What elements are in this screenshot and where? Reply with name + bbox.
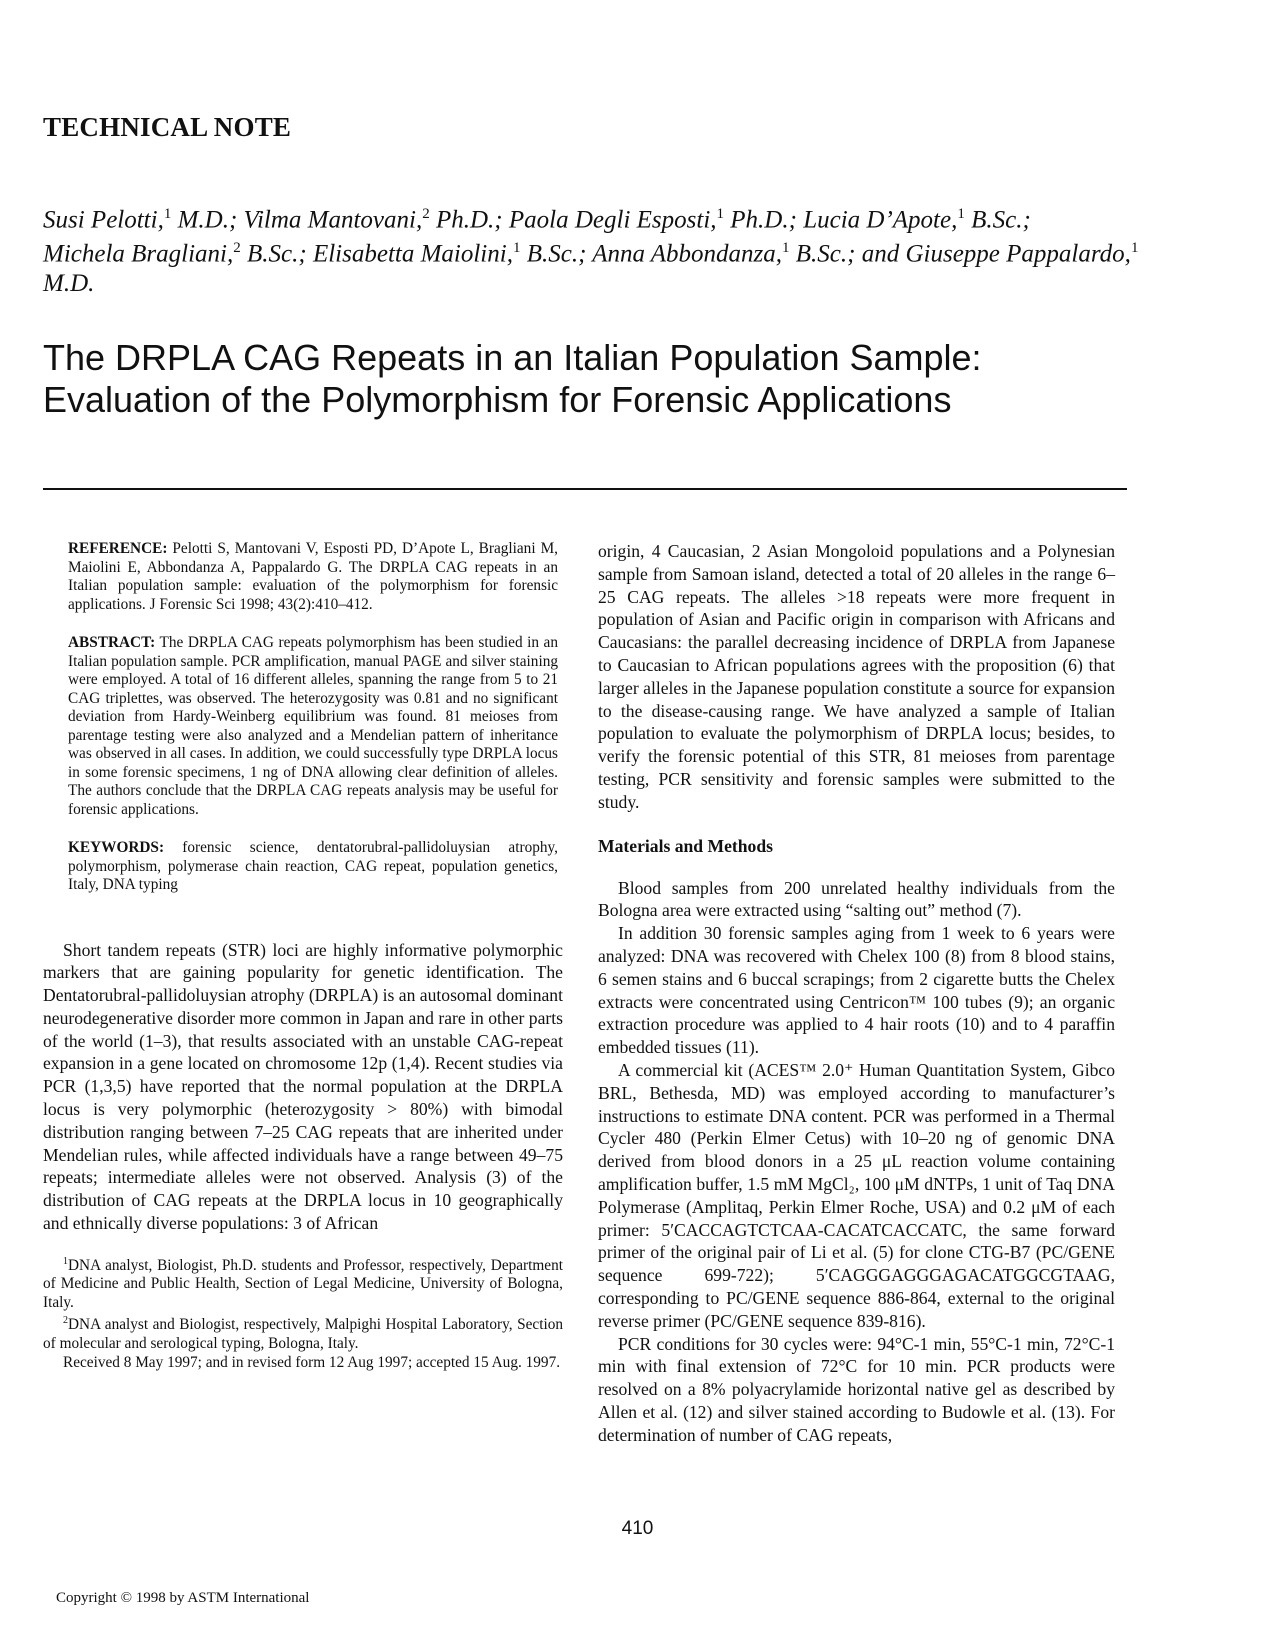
- footnotes: [43, 1253, 563, 1372]
- affiliation-mark: 1: [512, 240, 521, 257]
- author-name: Paola Degli Esposti,: [508, 206, 717, 234]
- intro-continuation: [598, 540, 1115, 814]
- footnote-2-text: DNA analyst and Biologist, respectively, Malpighi Hospital Laboratory, Section of molecular and serological typing, Bologna, Italy.: [43, 1316, 563, 1353]
- keywords-label: KEYWORDS:: [68, 839, 165, 856]
- author-degree: M.D.;: [171, 206, 244, 234]
- affiliation-mark: 1: [957, 206, 965, 222]
- author-degree: B.Sc.;: [964, 206, 1031, 234]
- continuation-paragraph: origin, 4 Caucasian, 2 Asian Mongoloid populations and a Polynesian sample from Samoan island, detected a total of 20 alleles in the range 6–25 CAG repeats. The alleles >18 repeats were more frequent in population of Asian and Pacific origin in comparison with Africans and Caucasians: the parallel decreasing incidence of DRPLA from Japanese to Caucasian to African populations agrees with the proposition (6) that larger alleles in the Japanese population constitute a source for expansion to the disease-causing range. We have analyzed a sample of Italian population to evaluate the polymorphism of DRPLA locus; besides, to verify the forensic potential of this STR, 81 meioses from parentage testing, PCR sensitivity and forensic samples were submitted to the study.: [598, 541, 1115, 812]
- article-title: [43, 337, 1193, 421]
- author-degree: B.Sc.;: [240, 240, 313, 268]
- reference-label: REFERENCE:: [68, 540, 168, 557]
- abstract-text: The DRPLA CAG repeats polymorphism has been studied in an Italian population sample. PCR amplification, manual PAGE and silver staining were employed. A total of 16 different alleles, spanning the range from 5 to 21 CAG triplettes, was observed. The heterozygosity was 0.81 and no significant deviation from Hardy-Weinberg equilibrium was found. 81 meioses from parentage testing were also analyzed and a Mendelian pattern of inheritance was observed in all cases. In addition, we could successfully type DRPLA locus in some forensic specimens, 1 ng of DNA allowing clear definition of alleles. The authors conclude that the DRPLA CAG repeats analysis may be useful for forensic applications.: [68, 634, 558, 818]
- methods-paragraph-2: In addition 30 forensic samples aging from 1 week to 6 years were analyzed: DNA was recovered with Chelex 100 (8) from 8 blood stains, 6 semen stains and 6 buccal scrapings; from 2 cigarette butts the Chelex extracts were concentrated using Centricon™ 100 tubes (9); an organic extraction procedure was applied to 4 hair roots (10) and to 4 paraffin embedded tissues (11).: [598, 923, 1115, 1058]
- left-column: [43, 540, 563, 1372]
- methods-paragraph-3: A commercial kit (ACES™ 2.0⁺ Human Quantitation System, Gibco BRL, Bethesda, MD) was employed according to manufacturer’s instructions to estimate DNA content. PCR was performed in a Thermal Cycler 480 (Perkin Elmer Cetus) with 10–20 ng of genomic DNA derived from blood donors in a 25 μL reaction volume containing amplification buffer, 1.5 mM MgCl₂, 100 μM dNTPs, 1 unit of Taq DNA Polymerase (Amplitaq, Perkin Elmer Roche, USA) and 0.2 μM of each primer: 5′CACCAGTCTCAA-CACATCACCATC, the same forward primer of the original pair of Li et al. (5) for clone CTG-B7 (PC/GENE sequence 699-722); 5′CAGGGAGGGAGACATGGCGTAAG, corresponding to PC/GENE sequence 886-864, external to the original reverse primer (PC/GENE sequence 839-816).: [598, 1059, 1115, 1331]
- affiliation-mark: 1: [1130, 240, 1139, 257]
- author-name: Elisabetta Maiolini,: [312, 240, 513, 268]
- author-name: Giuseppe Pappalardo,: [905, 240, 1131, 268]
- intro-paragraph: Short tandem repeats (STR) loci are highly informative polymorphic markers that are gaining popularity for genetic identification. The Dentatorubral-pallidoluysian atrophy (DRPLA) is an autosomal dominant neurodegenerative disorder more common in Japan and rare in other parts of the world (1–3), that results associated with an unstable CAG-repeat expansion in a gene located on chromosome 12p (1,4). Recent studies via PCR (1,3,5) have reported that the normal population at the DRPLA locus is very polymorphic (heterozygosity > 80%) with bimodal distribution ranging between 7–25 CAG repeats that are inherited under Mendelian rules, while affected individuals have a range between 49–75 repeats; intermediate alleles were not observed. Analysis (3) of the distribution of CAG repeats at the DRPLA locus in 10 geographically and ethnically diverse populations: 3 of African: [43, 939, 563, 1234]
- author-name: Vilma Mantovani,: [243, 206, 423, 234]
- methods-paragraph-1: Blood samples from 200 unrelated healthy individuals from the Bologna area were extracted using “salting out” method (7).: [598, 877, 1115, 921]
- methods-section: [598, 877, 1115, 1447]
- footnote-mark: 1: [63, 1255, 68, 1267]
- page-number: 410: [621, 1518, 654, 1539]
- keywords-text: forensic science, dentatorubral-pallidoluysian atrophy, polymorphism, polymerase chain reaction, CAG repeat, population genetics, Italy, DNA typing: [68, 839, 558, 893]
- methods-paragraph-4: PCR conditions for 30 cycles were: 94°C-1 min, 55°C-1 min, 72°C-1 min with final extension of 72°C for 10 min. PCR products were resolved on a 8% polyacrylamide horizontal native gel as described by Allen et al. (12) and silver stained according to Budowle et al. (13). For determination of number of CAG repeats,: [598, 1333, 1115, 1445]
- affiliation-mark: 2: [422, 206, 430, 222]
- methods-heading: Materials and Methods: [598, 835, 773, 856]
- author-name: Susi Pelotti,: [43, 206, 164, 234]
- author-name: Lucia D’Apote,: [803, 206, 958, 234]
- affiliation-mark: 2: [233, 240, 241, 257]
- intro-section: [43, 939, 563, 1235]
- copyright-notice: Copyright © 1998 by ASTM International: [56, 1590, 310, 1606]
- section-label: TECHNICAL NOTE: [43, 112, 292, 142]
- author-degree: B.Sc.; and: [789, 240, 906, 268]
- keywords-block: [68, 839, 558, 895]
- right-column: [598, 540, 1115, 1446]
- author-list: [43, 200, 1143, 298]
- footnote-2: [43, 1312, 563, 1353]
- title-line-1: The DRPLA CAG Repeats in an Italian Population Sample:: [43, 337, 982, 378]
- author-degree: Ph.D.;: [429, 206, 509, 234]
- author-degree: Ph.D.;: [724, 206, 804, 234]
- footnote-mark: 2: [63, 1315, 68, 1327]
- abstract-block: [68, 634, 558, 819]
- header-divider: [43, 488, 1127, 490]
- author-name: Anna Abbondanza,: [592, 240, 783, 268]
- author-name: Michela Bragliani,: [43, 240, 234, 268]
- footnote-1-text: DNA analyst, Biologist, Ph.D. students and Professor, respectively, Department of Medicine and Public Health, Section of Legal Medicine, University of Bologna, Italy.: [43, 1256, 563, 1311]
- reference-text: Pelotti S, Mantovani V, Esposti PD, D’Apote L, Bragliani M, Maiolini E, Abbondanza A, Pappalardo G. The DRPLA CAG repeats in an Italian population sample: evaluation of the polymorphism for forensic applications. J Forensic Sci 1998; 43(2):410–412.: [68, 540, 558, 613]
- reference-block: [68, 540, 558, 614]
- author-degree: B.Sc.;: [520, 240, 593, 268]
- author-degree: M.D.: [43, 269, 95, 297]
- received-dates: Received 8 May 1997; and in revised form 12 Aug 1997; accepted 15 Aug. 1997.: [63, 1353, 561, 1371]
- affiliation-mark: 1: [782, 240, 790, 257]
- affiliation-mark: 1: [716, 206, 725, 222]
- title-line-2: Evaluation of the Polymorphism for Forensic Applications: [43, 379, 952, 420]
- affiliation-mark: 1: [163, 206, 172, 222]
- footnote-1: [43, 1253, 563, 1313]
- abstract-label: ABSTRACT:: [68, 634, 156, 651]
